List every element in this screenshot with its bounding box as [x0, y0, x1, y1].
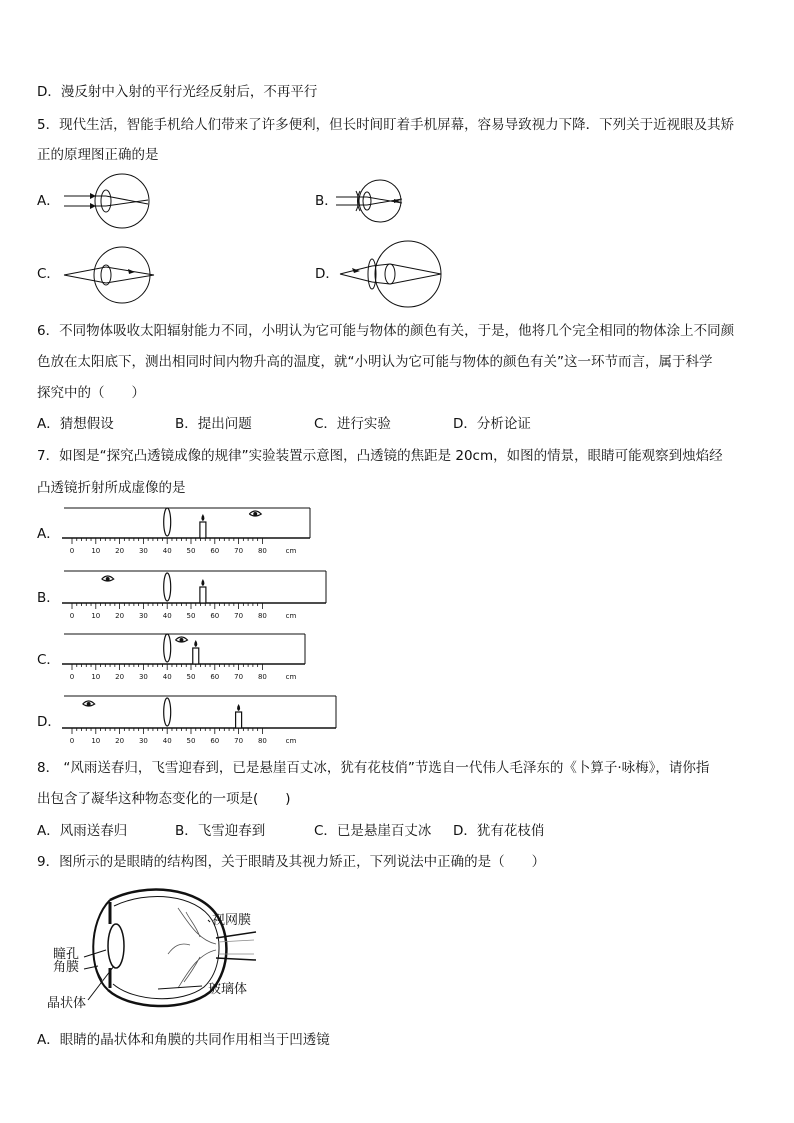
q6-stem-line1: 6．不同物体吸收太阳辐射能力不同，小明认为它可能与物体的颜色有关，于是，他将几个完全相同的物体涂上不同颜: [37, 323, 735, 339]
q8-option-a: A．风雨送春归: [37, 823, 128, 839]
q5-diagram-a: [62, 172, 162, 230]
bench-tick-label: 60: [210, 673, 220, 681]
q9-option-a: A．眼睛的晶状体和角膜的共同作用相当于凹透镜: [37, 1032, 330, 1048]
bench-tick-label: 80: [257, 612, 267, 620]
q5-diagram-c: [62, 244, 162, 306]
bench-tick-label: 70: [234, 547, 244, 555]
bench-tick-label: 80: [257, 547, 267, 555]
bench-unit-label: cm: [285, 547, 297, 555]
q6-stem-line2: 色放在太阳底下，测出相同时间内物升高的温度，就“小明认为它可能与物体的颜色有关”这一环节而言，属于科学: [37, 354, 713, 370]
bench-tick-label: 40: [162, 673, 172, 681]
q8-option-b: B．飞雪迎春到: [175, 823, 266, 839]
bench-tick-label: 50: [186, 673, 196, 681]
q5-stem-line1: 5．现代生活，智能手机给人们带来了许多便利，但长时间盯着手机屏幕，容易导致视力下降．下列关于近视眼及其矫: [37, 117, 735, 133]
bench-unit-label: cm: [285, 737, 297, 745]
bench-tick-label: 30: [138, 673, 148, 681]
bench-tick-label: 40: [162, 737, 172, 745]
bench-tick-label: 70: [234, 612, 244, 620]
q6-option-d: D．分析论证: [453, 416, 531, 432]
q4-option-d: D．漫反射中入射的平行光经反射后，不再平行: [37, 84, 318, 100]
candle: [200, 522, 206, 538]
q8-option-c: C．已是悬崖百丈冰: [314, 823, 432, 839]
q6-option-a: A．猜想假设: [37, 416, 114, 432]
bench-tick-label: 20: [115, 612, 125, 620]
candle-flame: [237, 704, 240, 711]
convex-lens: [164, 698, 171, 726]
bench-tick-label: 10: [91, 612, 101, 620]
q7-option-a-label: A．: [37, 526, 60, 542]
bench-tick-label: 50: [186, 737, 196, 745]
q5-option-c-label: C．: [37, 266, 60, 282]
bench-tick-label: 20: [115, 737, 125, 745]
q9-label-retina: 视网膜: [212, 913, 252, 928]
q6-option-b: B．提出问题: [175, 416, 252, 432]
bench-tick-label: 70: [234, 673, 244, 681]
candle: [236, 712, 242, 728]
q5-option-d-label: D．: [315, 266, 339, 282]
convex-lens: [164, 508, 171, 536]
q9-label-vitreous: 玻璃体: [208, 982, 248, 997]
eye-pupil: [253, 512, 257, 516]
q9-label-lens: 晶状体: [47, 996, 87, 1011]
bench-tick-label: 60: [210, 612, 220, 620]
bench-tick-label: 50: [186, 547, 196, 555]
candle-flame: [194, 640, 197, 647]
q7-stem-line1: 7．如图是“探究凸透镜成像的规律”实验装置示意图，凸透镜的焦距是 20cm，如图的情景，眼睛可能观察到烛焰经: [37, 448, 723, 464]
q5-option-b-label: B．: [315, 193, 338, 209]
q5-option-a-label: A．: [37, 193, 60, 209]
candle-flame: [201, 514, 204, 521]
bench-tick-label: 50: [186, 612, 196, 620]
eye-pupil: [179, 638, 183, 642]
bench-tick-label: 0: [69, 673, 75, 681]
q8-option-d: D．犹有花枝俏: [453, 823, 545, 839]
candle: [200, 587, 206, 603]
q8-stem-line2: 出包含了凝华这种物态变化的一项是( ): [37, 791, 291, 807]
q7-bench-c: [62, 632, 307, 686]
q6-stem-line3: 探究中的（ ）: [37, 385, 145, 401]
bench-tick-label: 30: [138, 737, 148, 745]
q7-stem-line2: 凸透镜折射所成虚像的是: [37, 480, 186, 496]
bench-tick-label: 0: [69, 612, 75, 620]
candle: [193, 648, 199, 664]
bench-tick-label: 80: [257, 737, 267, 745]
bench-tick-label: 80: [257, 673, 267, 681]
bench-tick-label: 60: [210, 737, 220, 745]
q8-stem-line1: 8． “风雨送春归，飞雪迎春到，已是悬崖百丈冰，犹有花枝俏”节选自一代伟人毛泽东的《卜算子·咏梅》，请你指: [37, 760, 710, 776]
q7-bench-b: [62, 569, 328, 625]
bench-tick-label: 20: [115, 673, 125, 681]
bench-tick-label: 10: [91, 737, 101, 745]
bench-tick-label: 40: [162, 547, 172, 555]
eye-pupil: [106, 577, 110, 581]
bench-tick-label: 40: [162, 612, 172, 620]
bench-unit-label: cm: [285, 673, 297, 681]
q5-diagram-d: [338, 240, 448, 308]
eye-pupil: [87, 702, 91, 706]
bench-tick-label: 30: [138, 547, 148, 555]
candle-flame: [201, 579, 204, 586]
q9-label-cornea: 角膜: [53, 960, 80, 975]
q5-stem-line2: 正的原理图正确的是: [37, 147, 159, 163]
q7-bench-a: [62, 506, 312, 560]
q9-label-pupil: 瞳孔: [53, 947, 80, 962]
q6-option-c: C．进行实验: [314, 416, 391, 432]
bench-tick-label: 0: [69, 737, 75, 745]
q7-option-c-label: C．: [37, 652, 60, 668]
bench-tick-label: 60: [210, 547, 220, 555]
bench-tick-label: 0: [69, 547, 75, 555]
bench-tick-label: 70: [234, 737, 244, 745]
bench-tick-label: 10: [91, 547, 101, 555]
q7-bench-d: [62, 694, 338, 750]
convex-lens: [164, 573, 171, 601]
bench-tick-label: 20: [115, 547, 125, 555]
convex-lens: [164, 634, 171, 662]
q7-option-d-label: D．: [37, 714, 61, 730]
bench-tick-label: 10: [91, 673, 101, 681]
bench-unit-label: cm: [285, 612, 297, 620]
q7-option-b-label: B．: [37, 590, 60, 606]
q9-stem: 9．图所示的是眼睛的结构图，关于眼睛及其视力矫正，下列说法中正确的是（ ）: [37, 854, 546, 870]
q5-diagram-b: [336, 176, 416, 226]
bench-tick-label: 30: [138, 612, 148, 620]
